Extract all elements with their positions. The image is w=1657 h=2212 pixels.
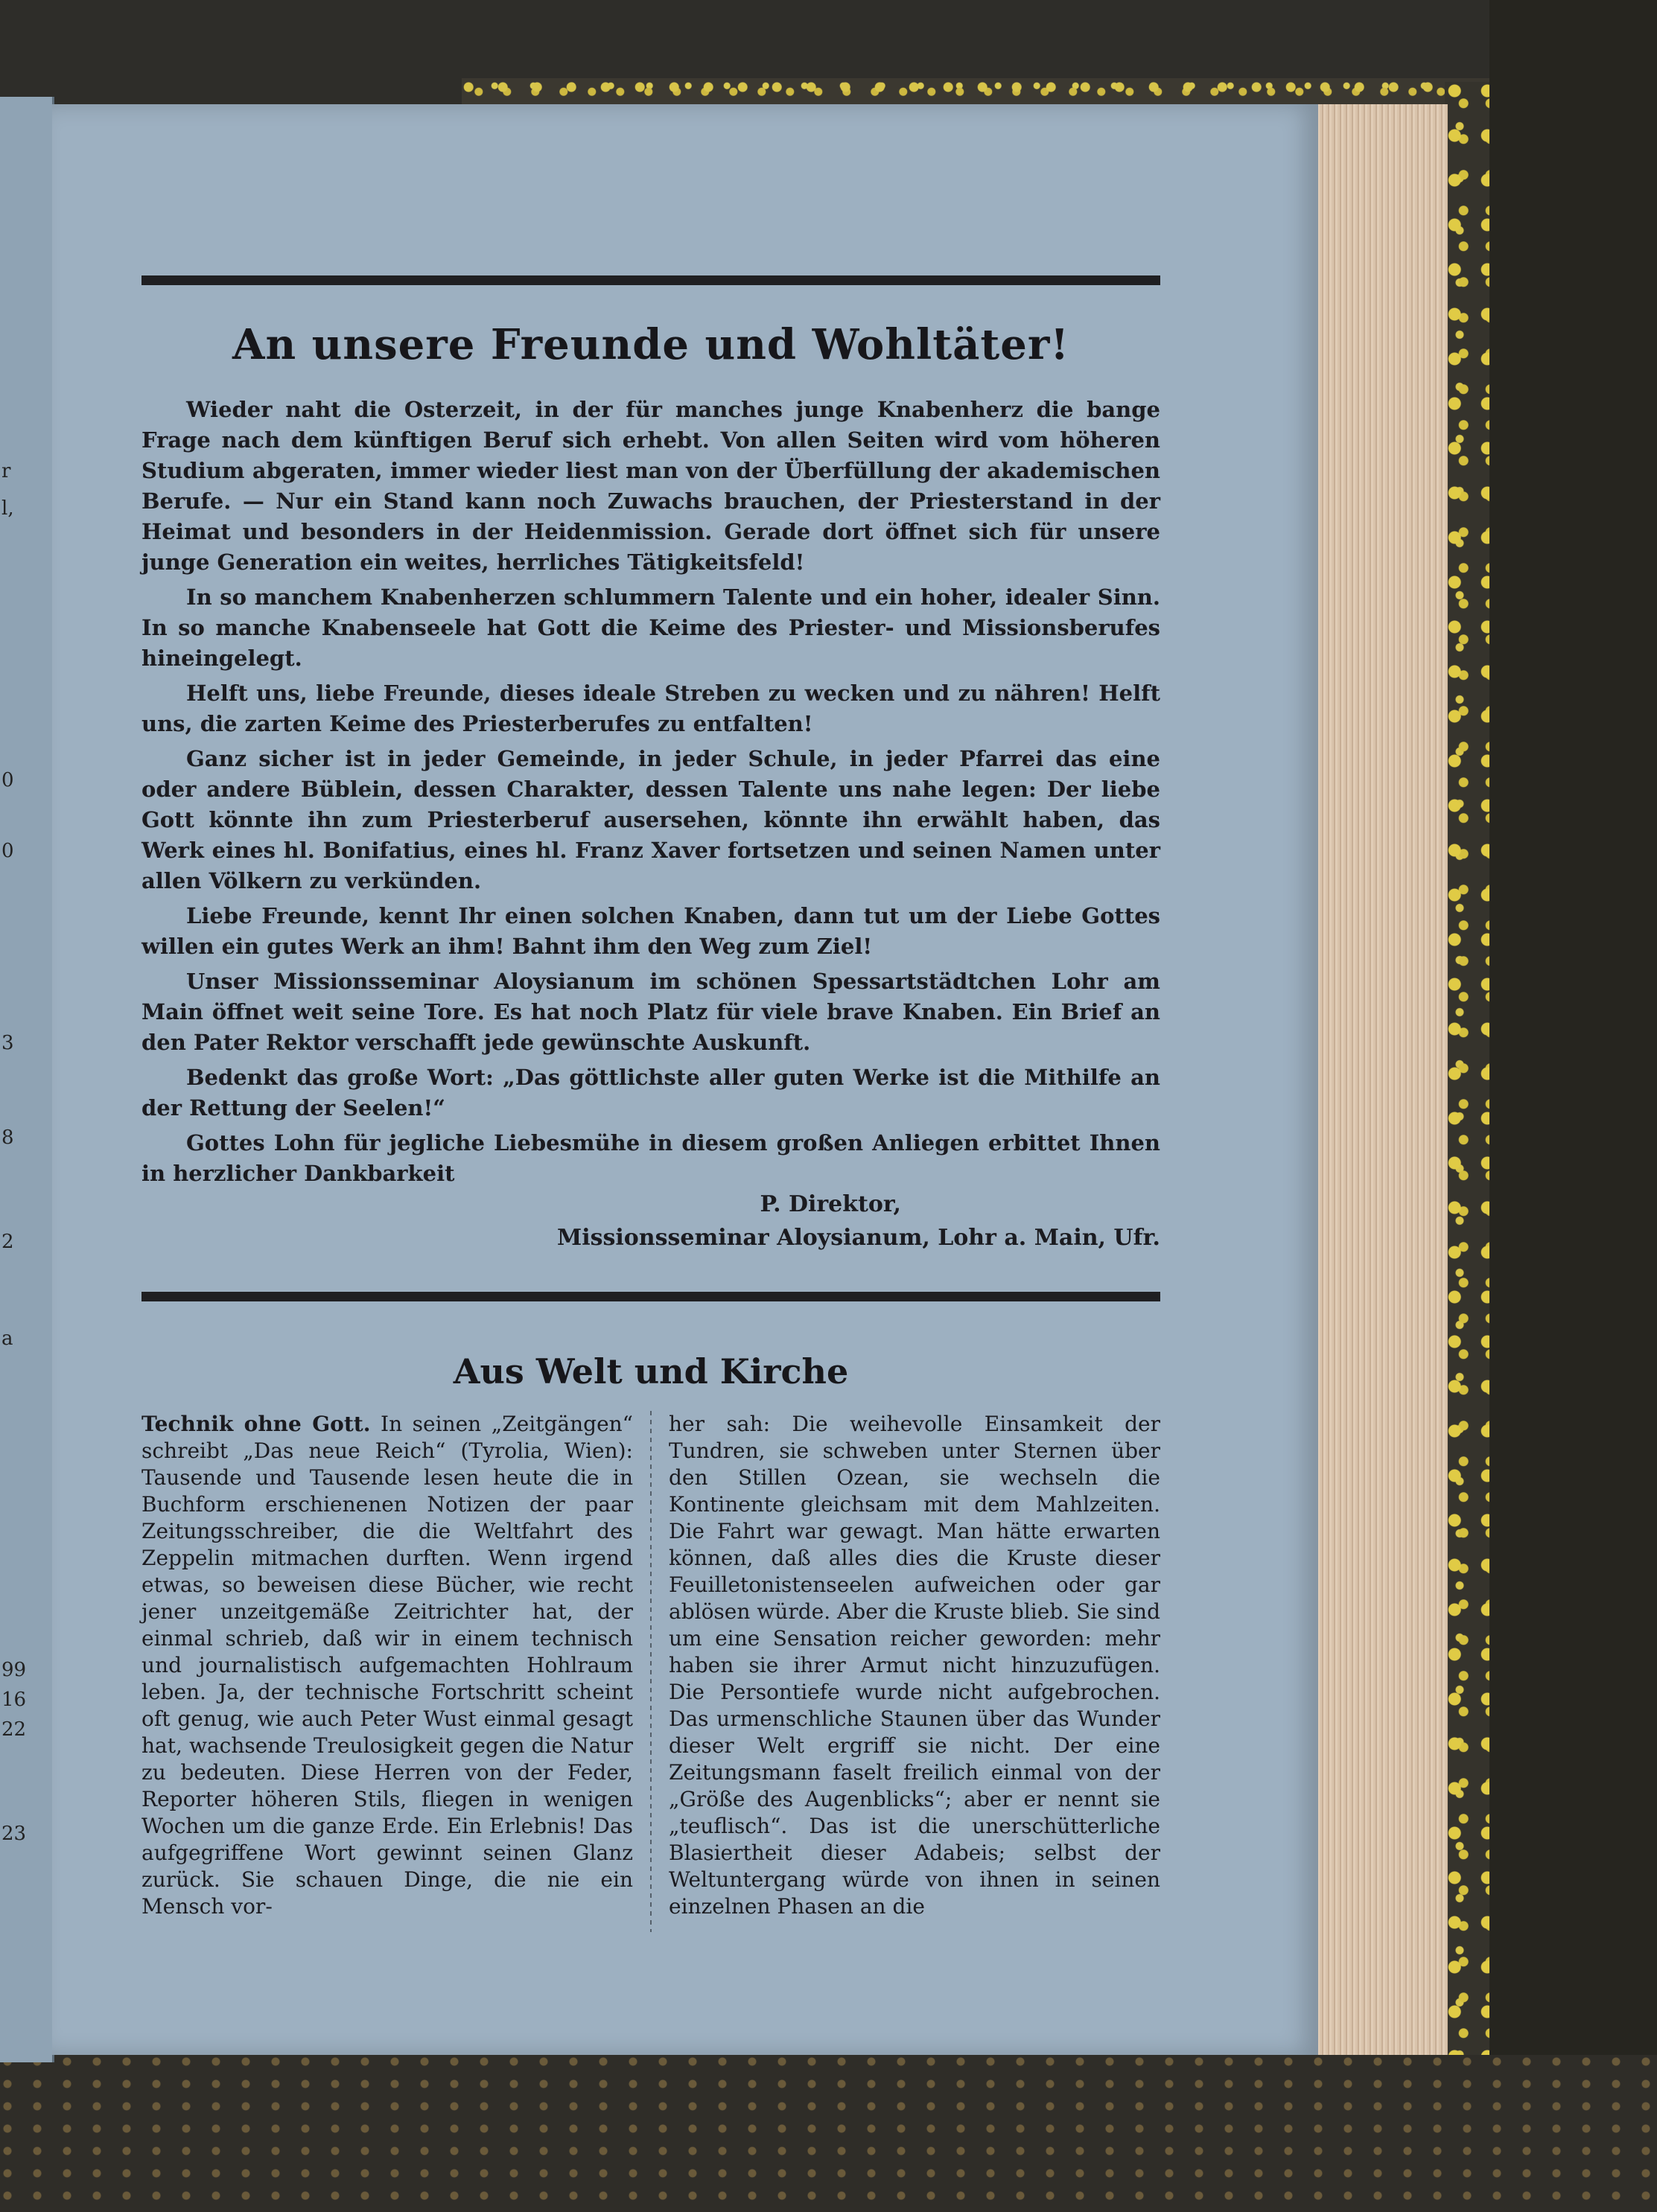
marbled-edge-top	[462, 78, 1489, 108]
left-margin-fragment: r	[1, 460, 11, 482]
section-rule	[141, 1292, 1160, 1301]
column-divider	[650, 1411, 652, 1932]
signature-institution: Missionsseminar Aloysianum, Lohr a. Main, Ufr.	[557, 1225, 1160, 1251]
left-margin-fragment: a	[1, 1327, 13, 1350]
left-margin-fragment: 3	[1, 1032, 14, 1054]
appeal-title: An unsere Freunde und Wohltäter!	[232, 320, 1069, 369]
appeal-paragraph: Gottes Lohn für jegliche Liebesmühe in diesem großen Anliegen erbittet Ihnen in herzlicher Dankbarkeit	[141, 1130, 1160, 1186]
left-margin-fragment: 23	[1, 1823, 27, 1845]
marbled-edge-right	[1445, 82, 1489, 2167]
book-cover-right	[1489, 0, 1657, 2212]
left-margin-fragment: 16	[1, 1689, 27, 1711]
news-column-left	[141, 1411, 633, 1920]
appeal-body	[141, 395, 1160, 1193]
appeal-paragraph: Liebe Freunde, kennt Ihr einen solchen Knaben, dann tut um der Liebe Gottes willen ein gutes Werk an ihm! Bahnt ihm den Weg zum Ziel!	[141, 903, 1160, 959]
appeal-paragraph: Unser Missionsseminar Aloysianum im schönen Spessartstädtchen Lohr am Main öffnet weit seine Tore. Es hat noch Platz für viele brave Knaben. Ein Brief an den Pater Rektor verschafft jede gewünschte Auskunft.	[141, 969, 1160, 1055]
top-rule	[141, 275, 1160, 285]
left-page-margin	[0, 97, 54, 2062]
left-margin-fragment: 8	[1, 1126, 14, 1149]
left-margin-fragment: 0	[1, 840, 14, 862]
left-margin-fragment: 99	[1, 1659, 27, 1681]
news-lead: Technik ohne Gott.	[141, 1412, 371, 1436]
appeal-paragraph: In so manchem Knabenherzen schlummern Talente und ein hoher, idealer Sinn. In so manche Knabenseele hat Gott die Keime des Priester- und Missionsberufes hineingelegt.	[141, 584, 1160, 671]
appeal-paragraph: Bedenkt das große Wort: „Das göttlichste aller guten Werke ist die Mithilfe an der Rettung der Seelen!“	[141, 1065, 1160, 1121]
left-margin-fragment: 22	[1, 1718, 27, 1741]
appeal-paragraph: Helft uns, liebe Freunde, dieses ideale Streben zu wecken und zu nähren! Helft uns, die zarten Keime des Priesterberufes zu entfalten!	[141, 681, 1160, 736]
news-column-right	[669, 1411, 1160, 1920]
appeal-paragraph: Wieder naht die Osterzeit, in der für manches junge Knabenherz die bange Frage nach dem künftigen Beruf sich erhebt. Von allen Seiten wird vom höheren Studium abgeraten, immer wieder liest man von der Überfüllung der akademischen Berufe. — Nur ein Stand kann noch Zuwachs brauchen, der Priesterstand in der Heimat und besonders in der Heidenmission. Gerade dort öffnet sich für unsere junge Generation ein weites, herrliches Tätigkeitsfeld!	[141, 397, 1160, 575]
signature-title: P. Direktor,	[760, 1191, 901, 1217]
left-margin-fragment: 2	[1, 1231, 14, 1253]
appeal-paragraph: Ganz sicher ist in jeder Gemeinde, in jeder Schule, in jeder Pfarrei das eine oder andere Büblein, dessen Charakter, dessen Talente uns nahe legen: Der liebe Gott könnte ihn zum Priesterberuf ausersehen, könnte ihn erwählt haben, das Werk eines hl. Bonifatius, eines hl. Franz Xaver fortsetzen und seinen Namen unter allen Völkern zu verkünden.	[141, 746, 1160, 893]
left-margin-fragment: 0	[1, 769, 14, 791]
left-margin-fragment: l,	[1, 497, 14, 520]
news-column-right-text: her sah: Die weihevolle Einsamkeit der Tundren, sie schweben unter Sternen über den Stillen Ozean, sie wechseln die Kontinente gleichsam mit dem Mahlzeiten. Die Fahrt war gewagt. Man hätte erwarten können, daß alles dies die Kruste dieser Feuilletonistenseelen aufweichen oder gar ablösen würde. Aber die Kruste blieb. Sie sind um eine Sensation reicher geworden: mehr haben sie ihrer Armut nicht hinzuzufügen. Die Persontiefe wurde nicht aufgebrochen. Das urmenschliche Staunen über das Wunder dieser Welt ergriff sie nicht. Der eine Zeitungsmann faselt freilich einmal von der „Größe des Augenblicks“; aber er nennt sie „teuflisch“. Das ist die unerschütterliche Blasiertheit dieser Adabeis; selbst der Weltuntergang würde von ihnen in seinen einzelnen Phasen an die	[669, 1412, 1160, 1919]
news-title: Aus Welt und Kirche	[453, 1351, 849, 1392]
book-cover-bottom	[0, 2055, 1657, 2212]
page-edges	[1311, 104, 1448, 2055]
news-column-left-text: In seinen „Zeitgängen“ schreibt „Das neue Reich“ (Tyrolia, Wien): Tausende und Tausende lesen heute die in Buchform erschienenen Notizen der paar Zeitungsschreiber, die die Weltfahrt des Zeppelin mitmachen durften. Wenn irgend etwas, so beweisen diese Bücher, wie recht jener unzeitgemäße Zeitrichter hat, der einmal schrieb, daß wir in einem technisch und journalistisch aufgemachten Hohlraum leben. Ja, der technische Fortschritt scheint oft genug, wie auch Peter Wust einmal gesagt hat, wachsende Treulosigkeit gegen die Natur zu bedeuten. Diese Herren von der Feder, Reporter höheren Stils, fliegen in wenigen Wochen um die ganze Erde. Ein Erlebnis! Das aufgegriffene Wort gewinnt seinen Glanz zurück. Sie schauen Dinge, die nie ein Mensch vor-	[141, 1412, 633, 1919]
